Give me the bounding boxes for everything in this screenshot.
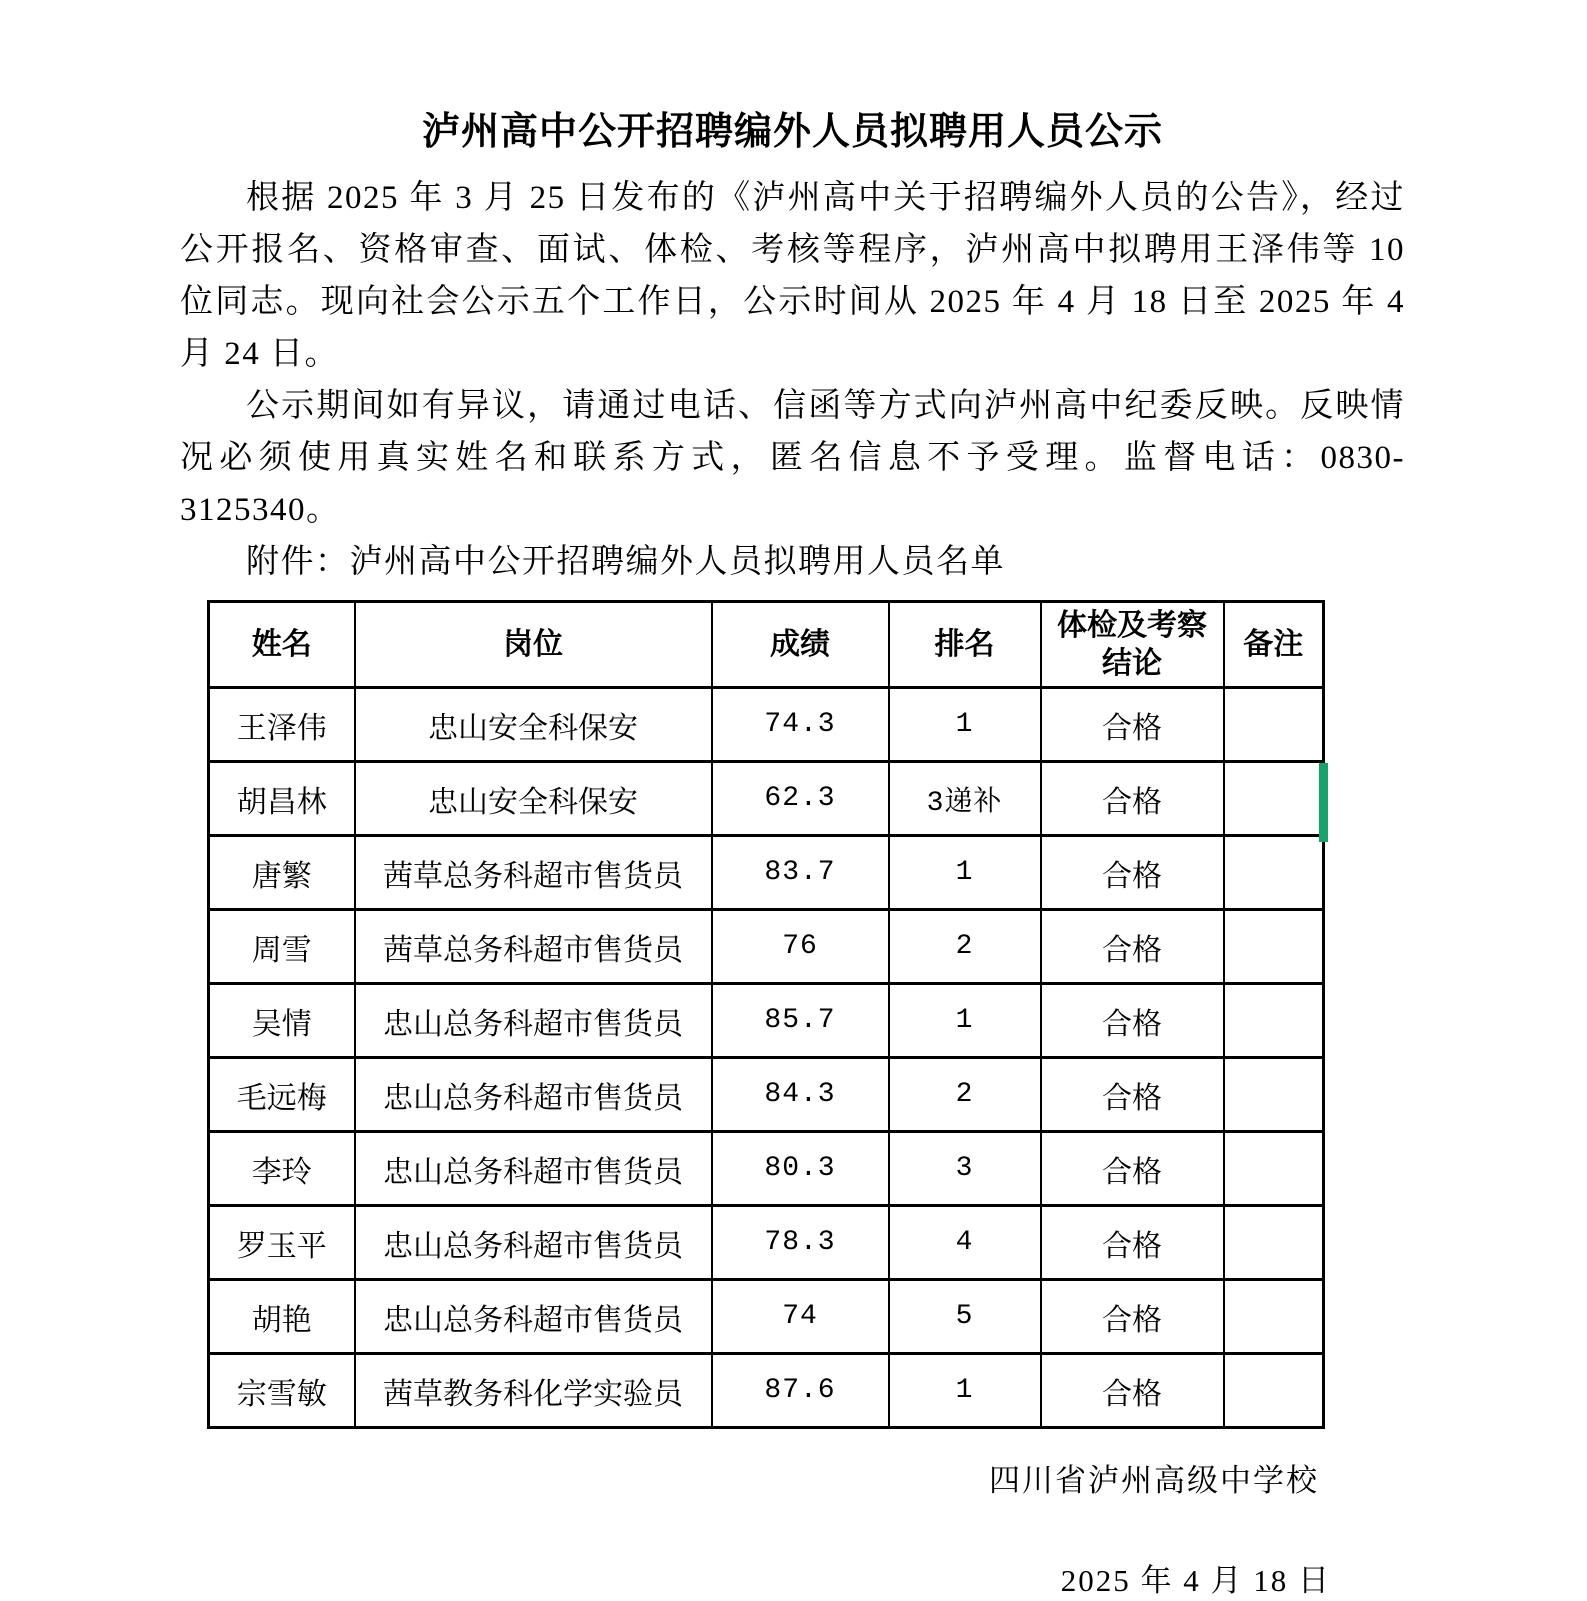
column-header-4: 排名 [889,602,1041,688]
cell-rank: 3递补 [889,762,1041,836]
attachment-line: 附件：泸州高中公开招聘编外人员拟聘用人员名单 [246,544,1005,580]
cell-rank: 1 [889,836,1041,910]
cell-conclusion: 合格 [1041,910,1224,984]
table-row [209,836,1324,910]
cell-conclusion: 合格 [1041,1206,1224,1280]
cell-rank: 1 [889,984,1041,1058]
cell-remark [1224,1132,1324,1206]
table-header-row [209,602,1324,688]
table-row [209,688,1324,762]
page-title: 泸州高中公开招聘编外人员拟聘用人员公示 [421,111,1163,153]
column-header-3: 成绩 [712,602,889,688]
cell-rank: 1 [889,688,1041,762]
cell-position: 忠山总务科超市售货员 [355,1206,712,1280]
cell-name: 胡昌林 [209,762,355,836]
cell-remark [1224,688,1324,762]
table-row [209,1132,1324,1206]
cell-position: 茜草教务科化学实验员 [355,1354,712,1428]
cell-position: 忠山总务科超市售货员 [355,1132,712,1206]
roster-table-wrap [207,600,1324,1429]
cell-remark [1224,1058,1324,1132]
table-row [209,762,1324,836]
selection-indicator [1319,763,1328,842]
cell-name: 胡艳 [209,1280,355,1354]
table-body [209,688,1324,1428]
table-row [209,1354,1324,1428]
cell-name: 周雪 [209,910,355,984]
cell-name: 唐繁 [209,836,355,910]
cell-rank: 3 [889,1132,1041,1206]
cell-conclusion: 合格 [1041,1354,1224,1428]
cell-name: 罗玉平 [209,1206,355,1280]
cell-conclusion: 合格 [1041,984,1224,1058]
cell-score: 76 [712,910,889,984]
cell-rank: 1 [889,1354,1041,1428]
cell-score: 78.3 [712,1206,889,1280]
column-header-6: 备注 [1224,602,1324,688]
cell-name: 宗雪敏 [209,1354,355,1428]
cell-score: 74 [712,1280,889,1354]
cell-remark [1224,1354,1324,1428]
cell-position: 忠山安全科保安 [355,688,712,762]
cell-conclusion: 合格 [1041,762,1224,836]
cell-score: 85.7 [712,984,889,1058]
cell-remark [1224,1280,1324,1354]
cell-position: 忠山总务科超市售货员 [355,984,712,1058]
cell-remark [1224,984,1324,1058]
cell-rank: 4 [889,1206,1041,1280]
column-header-5: 体检及考察结论 [1041,602,1224,688]
cell-remark [1224,762,1324,836]
cell-rank: 5 [889,1280,1041,1354]
cell-name: 王泽伟 [209,688,355,762]
cell-score: 87.6 [712,1354,889,1428]
column-header-1: 姓名 [209,602,355,688]
cell-conclusion: 合格 [1041,1132,1224,1206]
cell-name: 吴情 [209,984,355,1058]
table-row [209,1280,1324,1354]
cell-conclusion: 合格 [1041,836,1224,910]
date: 2025 年 4 月 18 日 [1060,1563,1331,1598]
cell-position: 忠山总务科超市售货员 [355,1280,712,1354]
cell-remark [1224,836,1324,910]
cell-position: 忠山总务科超市售货员 [355,1058,712,1132]
cell-remark [1224,1206,1324,1280]
cell-name: 李玲 [209,1132,355,1206]
table-row [209,910,1324,984]
cell-position: 忠山安全科保安 [355,762,712,836]
paragraph-objection: 公示期间如有异议，请通过电话、信函等方式向泸州高中纪委反映。反映情况必须使用真实姓名和联系方式，匿名信息不予受理。监督电话：0830-3125340。 [180,388,1405,528]
cell-position: 茜草总务科超市售货员 [355,836,712,910]
cell-score: 62.3 [712,762,889,836]
cell-score: 80.3 [712,1132,889,1206]
roster-table [207,600,1325,1429]
cell-name: 毛远梅 [209,1058,355,1132]
signature: 四川省泸州高级中学校 [989,1463,1319,1498]
cell-rank: 2 [889,1058,1041,1132]
paragraph-announcement: 根据 2025 年 3 月 25 日发布的《泸州高中关于招聘编外人员的公告》，经过公开报名、资格审查、面试、体检、考核等程序，泸州高中拟聘用王泽伟等 10 位同志。现向社会公示五个工作日，公示时间从 2025 年 4 月 18 日至 2025 年 4 月 24 日。 [180,180,1406,372]
cell-conclusion: 合格 [1041,688,1224,762]
cell-conclusion: 合格 [1041,1280,1224,1354]
table-row [209,1206,1324,1280]
table-row [209,1058,1324,1132]
cell-score: 83.7 [712,836,889,910]
column-header-2: 岗位 [355,602,712,688]
cell-score: 74.3 [712,688,889,762]
table-row [209,984,1324,1058]
cell-score: 84.3 [712,1058,889,1132]
cell-remark [1224,910,1324,984]
cell-conclusion: 合格 [1041,1058,1224,1132]
cell-rank: 2 [889,910,1041,984]
cell-position: 茜草总务科超市售货员 [355,910,712,984]
